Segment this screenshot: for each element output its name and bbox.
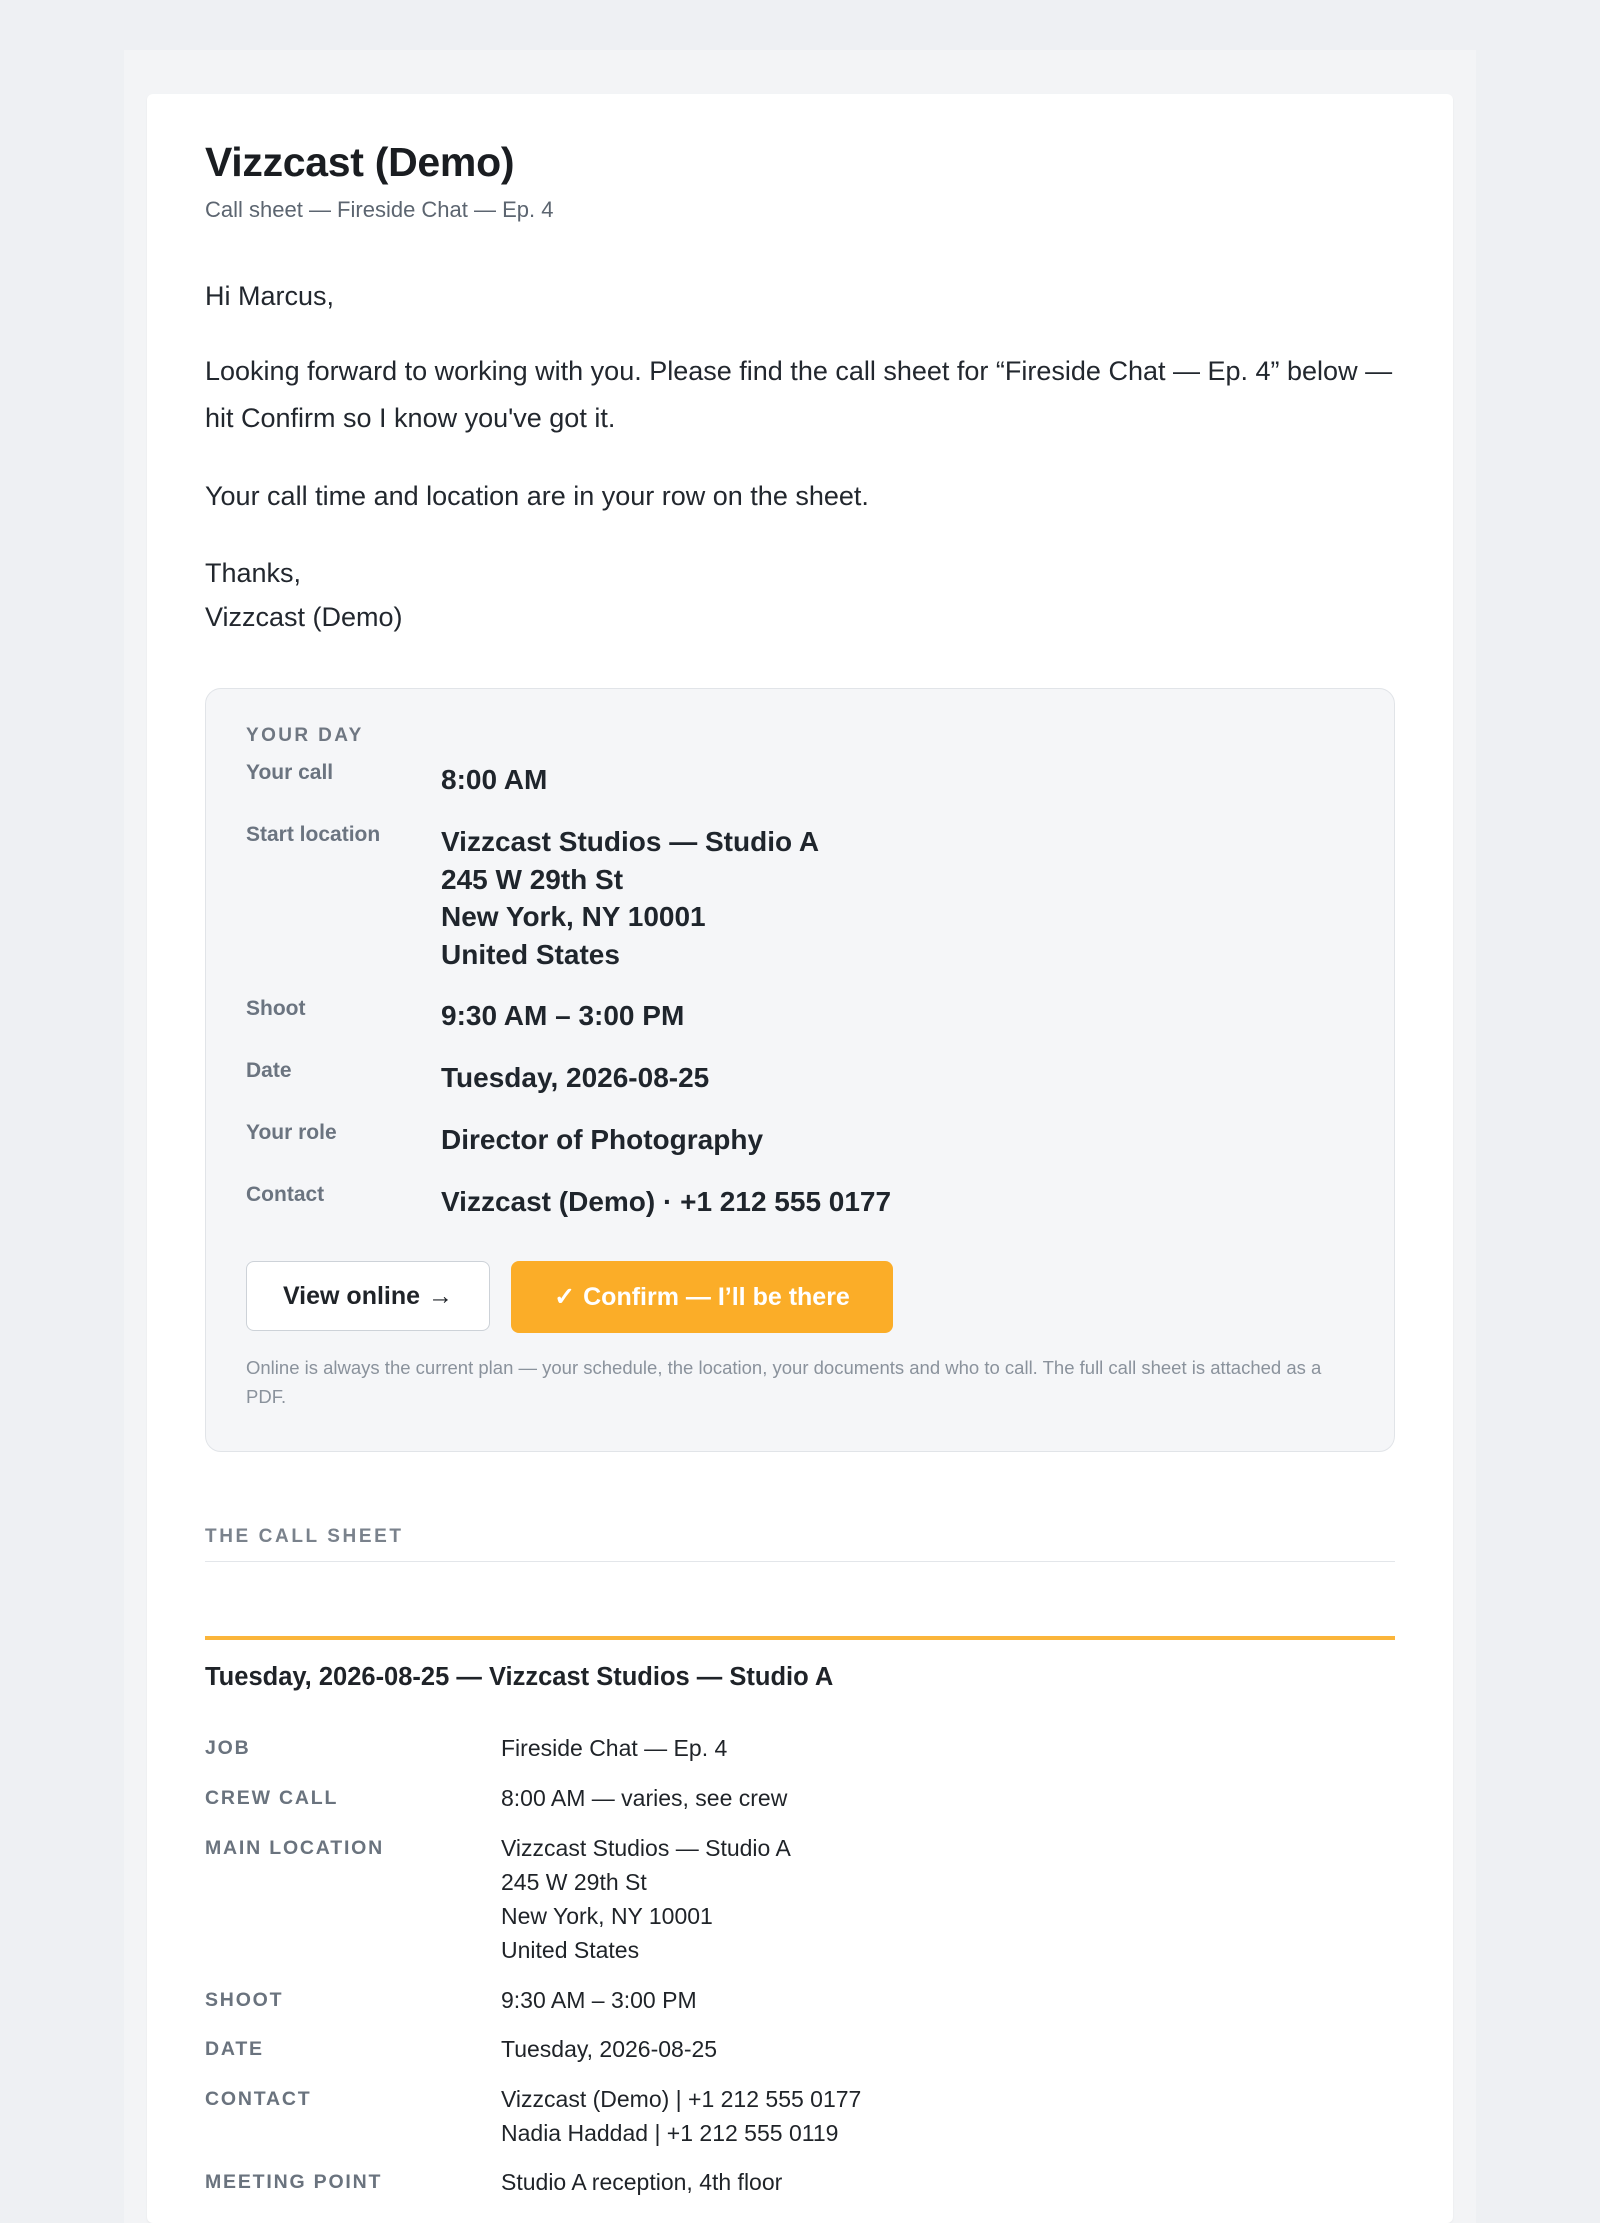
your-day-key: Shoot [246,997,306,1020]
message-body: Looking forward to working with you. Please find the call sheet for “Fireside Chat — Ep. 4” below — hit Confirm so I know you've got it. [205,356,1393,433]
call-sheet-key: MEETING POINT [205,2171,383,2193]
confirm-button[interactable] [511,1261,893,1333]
call-sheet-key: CONTACT [205,2088,312,2110]
confirm-label: Confirm — I’ll be there [583,1282,850,1311]
your-day-value: 9:30 AM – 3:00 PM [441,1000,685,1031]
signature: Vizzcast (Demo) [205,602,403,632]
view-online-button[interactable] [246,1261,490,1331]
section-divider [205,1561,1395,1562]
signoff: Thanks, [205,558,302,588]
call-sheet-value: Vizzcast (Demo) | +1 212 555 0177 Nadia Haddad | +1 212 555 0119 [501,2086,862,2146]
call-sheet-value: Tuesday, 2026-08-25 [501,2036,718,2062]
call-sheet-label: THE CALL SHEET [205,1526,404,1547]
accent-divider [205,1636,1395,1640]
call-sheet-value: 8:00 AM — varies, see crew [501,1785,788,1811]
your-day-key: Your call [246,761,334,784]
your-day-value: Vizzcast Studios — Studio A 245 W 29th St New York, NY 10001 United States [441,826,820,970]
greeting: Hi Marcus, [205,281,335,311]
your-day-key: Date [246,1059,292,1082]
message-body-2: Your call time and location are in your row on the sheet. [205,481,869,511]
your-day-key: Contact [246,1183,325,1206]
call-sheet-value: Vizzcast Studios — Studio A 245 W 29th St New York, NY 10001 United States [501,1835,791,1963]
your-day-panel [205,688,1395,1452]
your-day-value: 8:00 AM [441,764,548,795]
your-day-value: Vizzcast (Demo) · +1 212 555 0177 [441,1186,892,1217]
your-day-value: Tuesday, 2026-08-25 [441,1062,710,1093]
your-day-key: Your role [246,1121,337,1144]
call-sheet-heading: Tuesday, 2026-08-25 — Vizzcast Studios — Studio A [205,1663,834,1691]
your-day-value: Director of Photography [441,1124,764,1155]
email-card [147,94,1453,2223]
sender-title: Vizzcast (Demo) [205,139,515,185]
call-sheet-value: Fireside Chat — Ep. 4 [501,1735,728,1761]
arrow-right-icon: → [428,1281,454,1310]
call-sheet-value: 9:30 AM – 3:00 PM [501,1987,697,2013]
call-sheet-key: MAIN LOCATION [205,1837,385,1859]
check-icon: ✓ [554,1283,576,1311]
online-note: Online is always the current plan — your schedule, the location, your documents and who to call. The full call sheet is attached as a PDF. [246,1357,1322,1407]
your-day-label: YOUR DAY [246,725,364,746]
call-sheet-key: JOB [205,1737,251,1759]
call-sheet-key: CREW CALL [205,1787,339,1809]
your-day-key: Start location [246,823,381,846]
call-sheet-key: SHOOT [205,1989,284,2011]
call-sheet-value: Studio A reception, 4th floor [501,2169,783,2195]
view-online-label: View online [282,1281,421,1310]
call-sheet-key: DATE [205,2038,264,2060]
email-subtitle: Call sheet — Fireside Chat — Ep. 4 [205,197,554,222]
